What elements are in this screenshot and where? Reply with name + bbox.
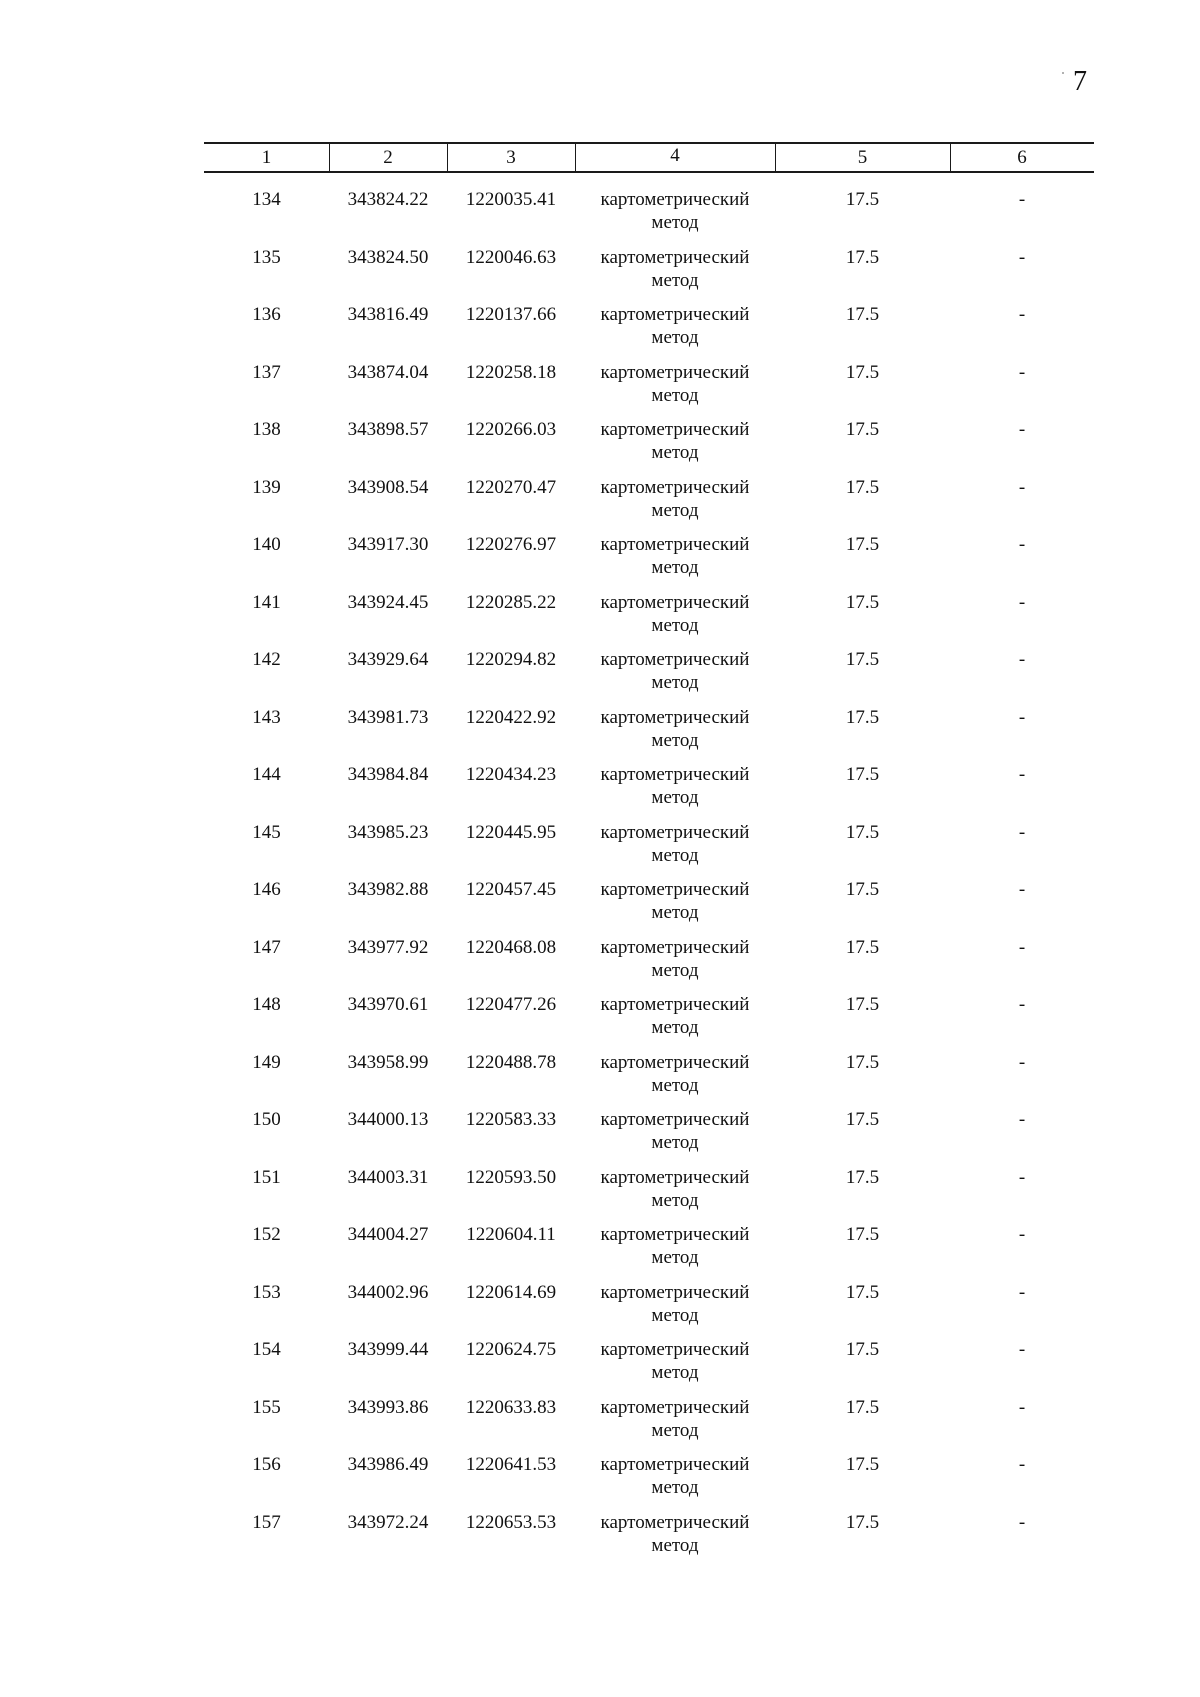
x-coordinate-cell: 344002.96 [347,1281,429,1303]
y-coordinate-cell: 1220641.53 [465,1454,557,1475]
point-number-cell: 143 [252,706,281,728]
table-row [204,533,1094,591]
accuracy-cell: 17.5 [845,304,880,325]
method-cell: картометрический метод [600,591,750,636]
y-coordinate-cell: 1220633.83 [465,1396,557,1418]
table-row [204,1166,1094,1224]
x-coordinate-cell: 343984.84 [347,764,429,785]
note-cell: - [1018,1224,1026,1245]
x-coordinate-cell: 343972.24 [347,1511,429,1533]
table-row [204,1511,1094,1569]
accuracy-cell: 17.5 [845,936,880,958]
note-cell: - [1018,361,1026,383]
accuracy-cell: 17.5 [845,591,880,613]
note-cell: - [1018,764,1026,785]
method-cell: картометрический метод [600,764,750,808]
note-cell: - [1018,1339,1026,1360]
table-row [204,418,1094,476]
point-number-cell: 149 [252,1051,281,1073]
note-cell: - [1018,304,1026,325]
method-cell: картометрический метод [600,1339,750,1383]
y-coordinate-cell: 1220046.63 [465,246,557,268]
x-coordinate-cell: 343917.30 [347,534,429,555]
table-row [204,993,1094,1051]
table-body [204,188,1094,1568]
x-coordinate-cell: 343958.99 [347,1051,429,1073]
note-cell: - [1018,1166,1026,1188]
page-number: 7 [1073,66,1087,97]
method-cell: картометрический метод [600,1051,750,1096]
point-number-cell: 152 [252,1224,281,1245]
table-row [204,821,1094,879]
table-row [204,246,1094,304]
table-row [204,476,1094,534]
method-cell: картометрический метод [600,1224,750,1268]
y-coordinate-cell: 1220434.23 [465,764,557,785]
header-cell-3: 3 [506,147,516,168]
table-row [204,1396,1094,1454]
y-coordinate-cell: 1220488.78 [465,1051,557,1073]
table-row [204,648,1094,706]
method-cell: картометрический метод [600,936,750,981]
accuracy-cell: 17.5 [845,706,880,728]
point-number-cell: 153 [252,1281,281,1303]
accuracy-cell: 17.5 [845,1224,880,1245]
accuracy-cell: 17.5 [845,649,880,670]
point-number-cell: 139 [252,476,281,498]
table-row [204,1281,1094,1339]
x-coordinate-cell: 343824.50 [347,246,429,268]
x-coordinate-cell: 343985.23 [347,821,429,843]
note-cell: - [1018,1454,1026,1475]
point-number-cell: 148 [252,994,281,1015]
note-cell: - [1018,994,1026,1015]
y-coordinate-cell: 1220270.47 [465,476,557,498]
accuracy-cell: 17.5 [845,1109,880,1130]
point-number-cell: 135 [252,246,281,268]
note-cell: - [1018,419,1026,440]
accuracy-cell: 17.5 [845,189,880,210]
y-coordinate-cell: 1220266.03 [465,419,557,440]
y-coordinate-cell: 1220653.53 [465,1511,557,1533]
accuracy-cell: 17.5 [845,1396,880,1418]
point-number-cell: 140 [252,534,281,555]
table-row [204,591,1094,649]
header-cell-6: 6 [1017,147,1027,168]
note-cell: - [1018,189,1026,210]
header-cell-5: 5 [857,147,868,168]
method-cell: картометрический метод [600,1511,750,1556]
table-row [204,188,1094,246]
note-cell: - [1018,591,1026,613]
note-cell: - [1018,649,1026,670]
table-row [204,936,1094,994]
method-cell: картометрический метод [600,361,750,406]
y-coordinate-cell: 1220294.82 [465,649,557,670]
note-cell: - [1018,1511,1026,1533]
x-coordinate-cell: 343824.22 [347,189,429,210]
x-coordinate-cell: 343986.49 [347,1454,429,1475]
x-coordinate-cell: 343874.04 [347,361,429,383]
table-row [204,1223,1094,1281]
accuracy-cell: 17.5 [845,419,880,440]
method-cell: картометрический метод [600,304,750,348]
accuracy-cell: 17.5 [845,361,880,383]
method-cell: картометрический метод [600,476,750,521]
x-coordinate-cell: 344003.31 [347,1166,429,1188]
y-coordinate-cell: 1220457.45 [465,879,557,900]
note-cell: - [1018,936,1026,958]
point-number-cell: 145 [252,821,281,843]
accuracy-cell: 17.5 [845,1166,880,1188]
point-number-cell: 144 [252,764,281,785]
method-cell: картометрический метод [600,706,750,751]
y-coordinate-cell: 1220285.22 [465,591,557,613]
method-cell: картометрический метод [600,879,750,923]
accuracy-cell: 17.5 [845,476,880,498]
note-cell: - [1018,476,1026,498]
method-cell: картометрический метод [600,649,750,693]
method-cell: картометрический метод [600,1109,750,1153]
x-coordinate-cell: 343816.49 [347,304,429,325]
note-cell: - [1018,821,1026,843]
table-row [204,878,1094,936]
point-number-cell: 147 [252,936,281,958]
point-number-cell: 137 [252,361,281,383]
note-cell: - [1018,1281,1026,1303]
method-cell: картометрический метод [600,1396,750,1441]
x-coordinate-cell: 343993.86 [347,1396,429,1418]
point-number-cell: 156 [252,1454,281,1475]
note-cell: - [1018,1051,1026,1073]
coordinates-table [204,142,1094,1568]
accuracy-cell: 17.5 [845,994,880,1015]
y-coordinate-cell: 1220258.18 [465,361,557,383]
method-cell: картометрический метод [600,821,750,866]
point-number-cell: 134 [252,189,281,210]
point-number-cell: 157 [252,1511,281,1533]
table-row [204,763,1094,821]
point-number-cell: 142 [252,649,281,670]
x-coordinate-cell: 343981.73 [347,706,429,728]
accuracy-cell: 17.5 [845,1051,880,1073]
x-coordinate-cell: 343982.88 [347,879,429,900]
x-coordinate-cell: 344004.27 [347,1224,429,1245]
y-coordinate-cell: 1220604.11 [466,1224,556,1245]
table-row [204,1108,1094,1166]
accuracy-cell: 17.5 [845,1281,880,1303]
accuracy-cell: 17.5 [845,764,880,785]
method-cell: картометрический метод [600,534,750,578]
table-header [204,142,1094,173]
y-coordinate-cell: 1220614.69 [465,1281,557,1303]
method-cell: картометрический метод [600,419,750,463]
x-coordinate-cell: 343970.61 [347,994,429,1015]
point-number-cell: 150 [252,1109,281,1130]
note-cell: - [1018,1396,1026,1418]
table-row [204,361,1094,419]
method-cell: картометрический метод [600,1281,750,1326]
table-row [204,706,1094,764]
table-row [204,1338,1094,1396]
accuracy-cell: 17.5 [845,1511,880,1533]
note-cell: - [1018,879,1026,900]
point-number-cell: 141 [252,591,281,613]
x-coordinate-cell: 343999.44 [347,1339,429,1360]
accuracy-cell: 17.5 [845,246,880,268]
accuracy-cell: 17.5 [845,879,880,900]
header-cell-2: 2 [383,147,393,168]
point-number-cell: 151 [252,1166,281,1188]
x-coordinate-cell: 343929.64 [347,649,429,670]
y-coordinate-cell: 1220583.33 [465,1109,557,1130]
point-number-cell: 154 [252,1339,281,1360]
y-coordinate-cell: 1220624.75 [465,1339,557,1360]
method-cell: картометрический метод [600,994,750,1038]
table-row [204,1453,1094,1511]
table-row [204,1051,1094,1109]
note-cell: - [1018,534,1026,555]
y-coordinate-cell: 1220477.26 [465,994,557,1015]
accuracy-cell: 17.5 [845,534,880,555]
y-coordinate-cell: 1220593.50 [465,1166,557,1188]
x-coordinate-cell: 344000.13 [347,1109,429,1130]
y-coordinate-cell: 1220276.97 [465,534,557,555]
point-number-cell: 138 [252,419,281,440]
method-cell: картометрический метод [600,1166,750,1211]
header-cell-4: 4 [670,145,680,166]
method-cell: картометрический метод [600,1454,750,1498]
y-coordinate-cell: 1220137.66 [465,304,557,325]
y-coordinate-cell: 1220035.41 [465,189,557,210]
accuracy-cell: 17.5 [845,821,880,843]
accuracy-cell: 17.5 [845,1454,880,1475]
y-coordinate-cell: 1220422.92 [465,706,557,728]
point-number-cell: 136 [252,304,281,325]
table-row [204,303,1094,361]
method-cell: картометрический метод [600,246,750,291]
y-coordinate-cell: 1220445.95 [465,821,557,843]
note-cell: - [1018,246,1026,268]
accuracy-cell: 17.5 [845,1339,880,1360]
point-number-cell: 155 [252,1396,281,1418]
scan-speck [1062,72,1064,74]
header-cell-1: 1 [261,147,272,168]
note-cell: - [1018,706,1026,728]
note-cell: - [1018,1109,1026,1130]
x-coordinate-cell: 343908.54 [347,476,429,498]
x-coordinate-cell: 343898.57 [347,419,429,440]
y-coordinate-cell: 1220468.08 [465,936,557,958]
method-cell: картометрический метод [600,189,750,233]
x-coordinate-cell: 343977.92 [347,936,429,958]
point-number-cell: 146 [252,879,281,900]
x-coordinate-cell: 343924.45 [347,591,429,613]
